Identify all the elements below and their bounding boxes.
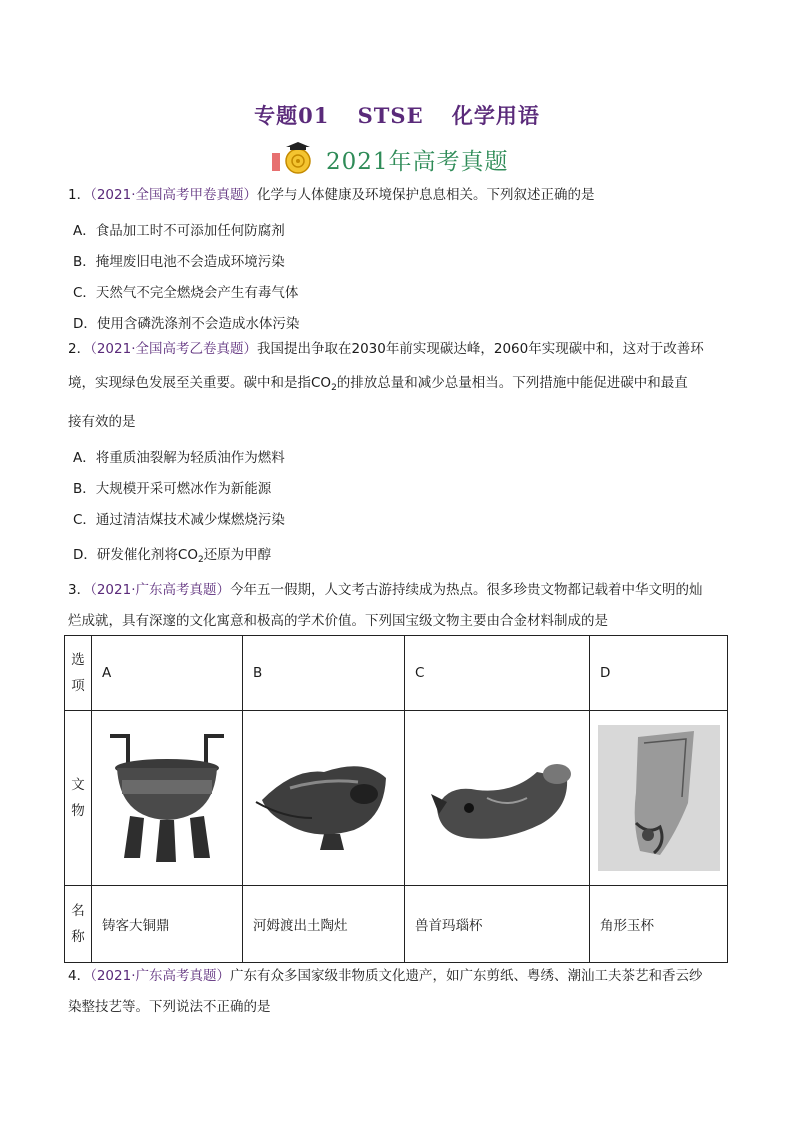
table-row [65,636,728,711]
artifact-name-b: 河姆渡出土陶灶 [243,886,405,963]
artifact-name-a: 铸客大铜鼎 [92,886,243,963]
option-letter-d: D [590,636,728,711]
q3-line-1 [68,575,728,606]
agate-cup-image [417,738,577,858]
artifact-name-d: 角形玉杯 [590,886,728,963]
q2-line-3: 接有效的是 [68,414,136,430]
row-label-name: 名称 [65,886,92,963]
q4-line-1 [68,961,728,992]
section-subtitle [268,140,509,178]
option-letter-b: B [243,636,405,711]
question-number: 1． [68,187,91,203]
pottery-stove-image [254,738,394,858]
title-topic: 专题01 [254,103,330,128]
q1-option-b: B．掩埋废旧电池不会造成环境污染 [73,254,285,270]
mascot-logo-icon [268,141,318,177]
q2-option-d-text-b: 还原为甲醇 [203,547,272,563]
option-letter-a: A [92,636,243,711]
title-stse: STSE [357,103,424,128]
q4-stem-line1: 广东有众多国家级非物质文化遗产，如广东剪纸、粤绣、潮汕工夫茶艺和香云纱 [230,968,703,984]
q2-option-a: A．将重质油裂解为轻质油作为燃料 [73,450,285,466]
jade-horn-cup-image [596,723,722,873]
q2-option-b: B．大规模开采可燃冰作为新能源 [73,481,272,497]
table-row [65,886,728,963]
bronze-ding-image [100,728,234,868]
artifact-name-c: 兽首玛瑙杯 [405,886,590,963]
question-4 [68,961,728,1023]
subtitle-text: 2021年高考真题 [326,148,509,175]
question-source: （2021·广东高考真题） [90,968,230,984]
option-letter-c: C [405,636,590,711]
q4-line-2: 染整技艺等。下列说法不正确的是 [68,999,271,1015]
row-label-options: 选项 [65,636,92,711]
co2-subscript: 2 [331,383,337,393]
question-2 [68,334,728,438]
q2-line-1 [68,334,728,365]
question-source: （2021·广东高考真题） [90,582,230,598]
q3-stem-line1: 今年五一假期，人文考古游持续成为热点。很多珍贵文物都记载着中华文明的灿 [230,582,703,598]
question-3 [68,575,728,637]
title-chem: 化学用语 [451,103,540,128]
page-title [0,100,794,130]
row-label-artifact: 文物 [65,711,92,886]
artifact-image-d [590,711,728,886]
question-number: 2． [68,341,91,357]
q3-line-2: 烂成就，具有深邃的文化寓意和极高的学术价值。下列国宝级文物主要由合金材料制成的是 [68,613,608,629]
co2-subscript: 2 [197,555,204,565]
question-number: 4． [68,968,91,984]
q1-option-a: A．食品加工时不可添加任何防腐剂 [73,223,285,239]
q2-option-d [73,543,271,565]
question-stem: 化学与人体健康及环境保护息息相关。下列叙述正确的是 [257,187,595,203]
question-source: （2021·全国高考乙卷真题） [90,341,257,357]
q2-line-2 [68,368,728,404]
q2-stem-line2a: 境，实现绿色发展至关重要。碳中和是指CO [68,375,332,391]
question-number: 3． [68,582,91,598]
question-1 [68,180,728,211]
q2-stem-line2b: 的排放总量和减少总量相当。下列措施中能促进碳中和最直 [336,375,688,391]
q2-option-c: C．通过清洁煤技术减少煤燃烧污染 [73,512,285,528]
q1-option-d: D．使用含磷洗涤剂不会造成水体污染 [73,316,300,332]
q2-stem-line1: 我国提出争取在2030年前实现碳达峰，2060年实现碳中和，这对于改善环 [257,341,704,357]
table-row [65,711,728,886]
q2-option-d-text-a: D．研发催化剂将CO [73,547,198,563]
q1-option-c: C．天然气不完全燃烧会产生有毒气体 [73,285,299,301]
artifact-table [64,635,728,963]
artifact-image-b [243,711,405,886]
question-source: （2021·全国高考甲卷真题） [90,187,257,203]
artifact-image-a [92,711,243,886]
artifact-image-c [405,711,590,886]
